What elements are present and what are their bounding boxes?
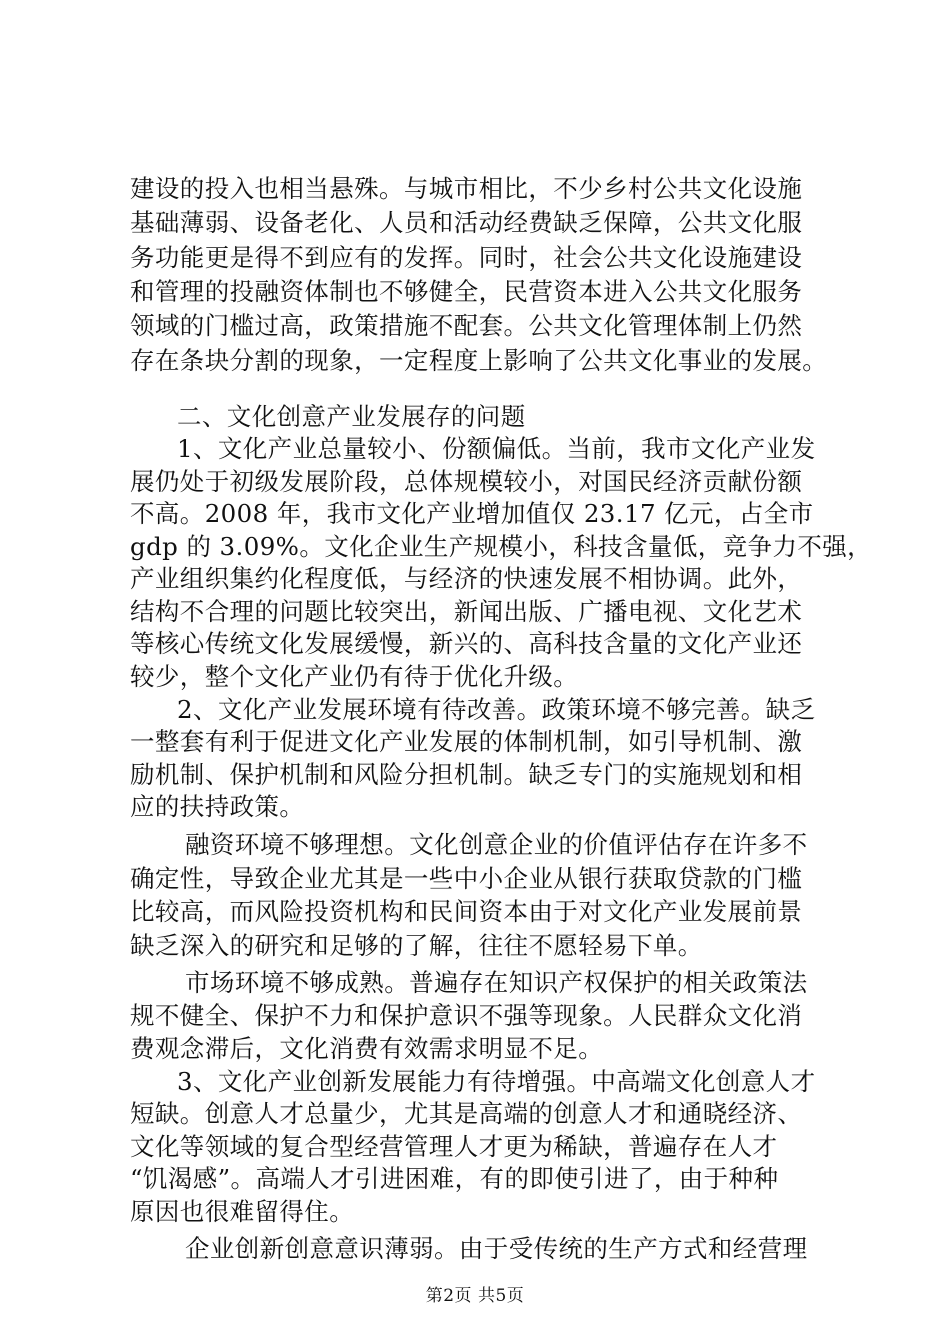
paragraph-line: 2、文化产业发展环境有待改善。政策环境不够完善。缺乏 bbox=[177, 694, 816, 724]
paragraph-line: 等核心传统文化发展缓慢，新兴的、高科技含量的文化产业还 bbox=[130, 629, 803, 659]
paragraph-line: 费观念滞后，文化消费有效需求明显不足。 bbox=[130, 1034, 604, 1064]
paragraph-line: 励机制、保护机制和风险分担机制。缺乏专门的实施规划和相 bbox=[130, 759, 803, 789]
paragraph-line: 融资环境不够理想。文化创意企业的价值评估存在许多不 bbox=[185, 830, 808, 860]
paragraph-line: 规不健全、保护不力和保护意识不强等现象。人民群众文化消 bbox=[130, 1001, 803, 1031]
page-number-footer: 第2页 共5页 bbox=[425, 1286, 525, 1306]
paragraph-line: 结构不合理的问题比较突出，新闻出版、广播电视、文化艺术 bbox=[130, 596, 803, 626]
paragraph-line: 基础薄弱、设备老化、人员和活动经费缺乏保障，公共文化服 bbox=[130, 208, 803, 238]
paragraph-line: 不高。2008 年，我市文化产业增加值仅 23.17 亿元，占全市 bbox=[130, 499, 814, 529]
paragraph-line: 产业组织集约化程度低，与经济的快速发展不相协调。此外， bbox=[130, 564, 803, 594]
paragraph-line: 和管理的投融资体制也不够健全，民营资本进入公共文化服务 bbox=[130, 276, 803, 306]
paragraph-line: 一整套有利于促进文化产业发展的体制机制，如引导机制、激 bbox=[130, 727, 803, 757]
paragraph-line: 3、文化产业创新发展能力有待增强。中高端文化创意人才 bbox=[177, 1066, 816, 1096]
paragraph-line: 原因也很难留得住。 bbox=[130, 1196, 355, 1226]
paragraph-line: 市场环境不够成熟。普遍存在知识产权保护的相关政策法 bbox=[185, 967, 808, 997]
paragraph-line: 文化等领域的复合型经营管理人才更为稀缺，普遍存在人才 bbox=[130, 1131, 778, 1161]
paragraph-line: 1、文化产业总量较小、份额偏低。当前，我市文化产业发 bbox=[177, 434, 816, 464]
paragraph-line: 建设的投入也相当悬殊。与城市相比，不少乡村公共文化设施 bbox=[130, 174, 803, 203]
paragraph-line: 企业创新创意意识薄弱。由于受传统的生产方式和经营理 bbox=[185, 1234, 808, 1263]
paragraph-line: 存在条块分割的现象，一定程度上影响了公共文化事业的发展。 bbox=[130, 345, 828, 375]
paragraph-line: 缺乏深入的研究和足够的了解，往往不愿轻易下单。 bbox=[130, 930, 703, 960]
paragraph-line: 确定性，导致企业尤其是一些中小企业从银行获取贷款的门槛 bbox=[130, 863, 803, 893]
paragraph-line: 领域的门槛过高，政策措施不配套。公共文化管理体制上仍然 bbox=[130, 311, 803, 341]
paragraph-line: gdp 的 3.09%。文化企业生产规模小，科技含量低，竞争力不强， bbox=[130, 531, 873, 561]
paragraph-line: 较少，整个文化产业仍有待于优化升级。 bbox=[130, 661, 579, 691]
paragraph-line: 展仍处于初级发展阶段，总体规模较小，对国民经济贡献份额 bbox=[130, 466, 803, 496]
paragraph-line: 短缺。创意人才总量少，尤其是高端的创意人才和通晓经济、 bbox=[130, 1099, 803, 1129]
paragraph-line: “饥渴感”。高端人才引进困难，有的即使引进了，由于种种 bbox=[130, 1164, 779, 1194]
paragraph-line: 务功能更是得不到应有的发挥。同时，社会公共文化设施建设 bbox=[130, 242, 803, 272]
section-heading: 二、文化创意产业发展存的问题 bbox=[177, 401, 526, 431]
paragraph-line: 应的扶持政策。 bbox=[130, 792, 305, 822]
paragraph-line: 比较高，而风险投资机构和民间资本由于对文化产业发展前景 bbox=[130, 897, 803, 927]
